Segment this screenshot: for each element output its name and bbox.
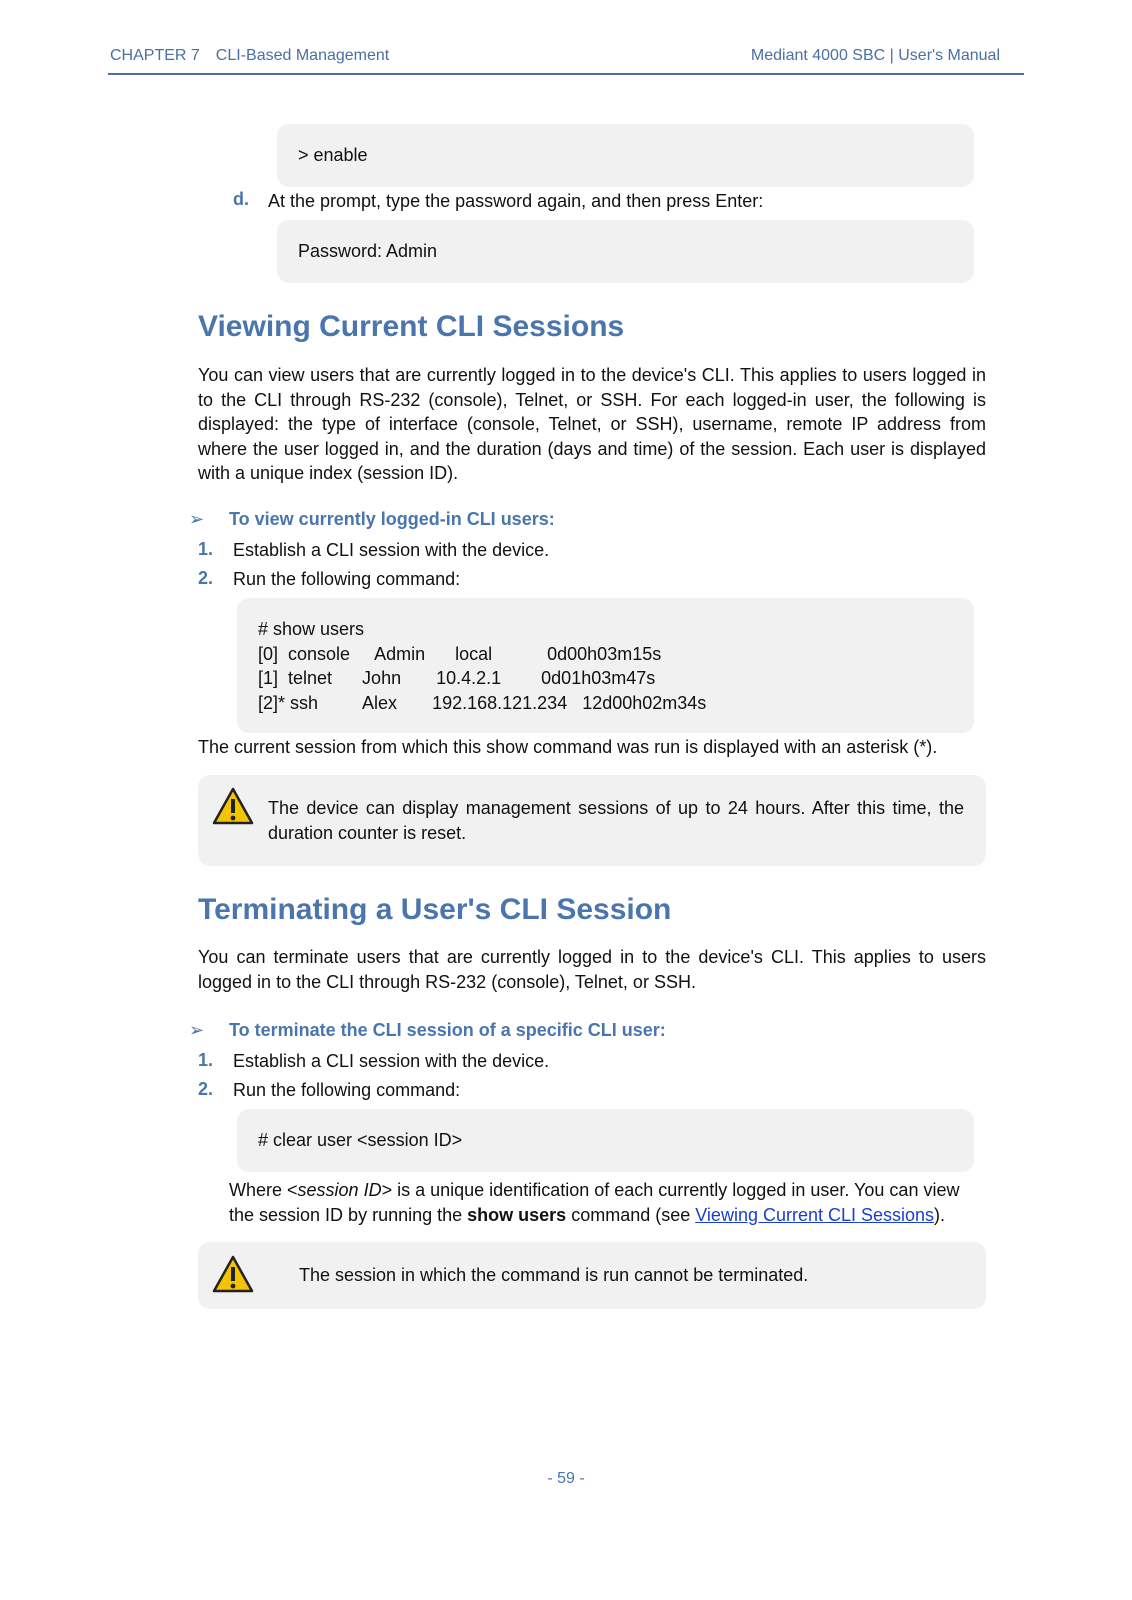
where-bold: show users [467, 1204, 567, 1225]
where-italic: session ID [297, 1180, 382, 1200]
code-line: [0] console Admin local 0d00h03m15s [258, 643, 662, 664]
page-number: - 59 - [547, 1470, 585, 1487]
procedure-arrow-icon: ➢ [189, 509, 205, 529]
where-paragraph [229, 1178, 974, 1227]
where-text: command (see [566, 1204, 696, 1225]
step-2-number: 2. [198, 568, 214, 588]
step-1-number: 1. [198, 1050, 214, 1070]
code-line: Password: Admin [298, 241, 438, 261]
code-line: # show users [258, 619, 365, 639]
code-block-show-users [237, 598, 974, 733]
step-2-number: 2. [198, 1079, 214, 1099]
code-block-password [277, 220, 974, 283]
code-line: > enable [298, 145, 368, 165]
running-header-manual: Mediant 4000 SBC | User's Manual [750, 47, 1000, 64]
section-title-terminating-session: Terminating a User's CLI Session [198, 893, 672, 926]
step-d-text: At the prompt, type the password again, and then press Enter: [268, 191, 764, 211]
code-line: [2]* ssh Alex 192.168.121.234 12d00h02m34s [258, 692, 707, 713]
note-box-terminate [198, 1242, 986, 1309]
procedure-heading-terminate [189, 1020, 666, 1041]
step-1-text: Establish a CLI session with the device. [233, 540, 550, 560]
procedure-arrow-icon: ➢ [189, 1020, 205, 1040]
where-text: Where < [229, 1180, 298, 1200]
code-line: [1] telnet John 10.4.2.1 0d01h03m47s [258, 668, 656, 688]
note-text: The session in which the command is run cannot be terminated. [299, 1265, 809, 1285]
step-1-text: Establish a CLI session with the device. [233, 1051, 550, 1071]
running-header-chapter [110, 47, 389, 65]
after-code-text: The current session from which this show command was run is displayed with an asterisk (*). [198, 737, 938, 757]
step-d-label: d. [233, 189, 249, 209]
step-1-number: 1. [198, 539, 214, 559]
step-2-text: Run the following command: [233, 1080, 461, 1100]
chapter-label: CHAPTER 7 [110, 47, 200, 64]
warning-icon [212, 787, 254, 825]
note-text: The device can display management sessions of up to 24 hours. After this time, the duration counter is reset. [268, 798, 964, 843]
header-divider [108, 73, 1024, 75]
section2-intro-paragraph: You can terminate users that are currently logged in to the device's CLI. This applies to users logged in to the CLI through RS-232 (console), Telnet, or SSH. [198, 947, 986, 992]
code-line: # clear user <session ID> [258, 1130, 463, 1150]
warning-icon [212, 1255, 254, 1293]
link-viewing-current-cli-sessions[interactable]: Viewing Current CLI Sessions [695, 1204, 935, 1225]
code-block-enable [277, 124, 974, 187]
procedure-heading-view-users [189, 509, 555, 530]
where-text: ). [934, 1204, 946, 1225]
where-text: > is a unique identification of each currently logged in user. You can view the session ID by running the [229, 1180, 960, 1225]
note-box-duration [198, 775, 986, 866]
section1-intro-paragraph: You can view users that are currently logged in to the device's CLI. This applies to users logged in to the CLI through RS-232 (console), Telnet, or SSH. For each logged-in user, the following is displayed: the type of interface (console, Telnet, or SSH), username, remote IP address from where the user logged in, and the duration (days and time) of the session. Each user is displayed with a unique index (session ID). [198, 365, 986, 483]
step-2-text: Run the following command: [233, 569, 461, 589]
section-title-viewing-sessions: Viewing Current CLI Sessions [198, 310, 625, 343]
chapter-title: CLI-Based Management [215, 47, 390, 64]
procedure-heading-text: To terminate the CLI session of a specific CLI user: [229, 1020, 666, 1040]
procedure-heading-text: To view currently logged-in CLI users: [229, 509, 555, 529]
code-block-clear-user [237, 1109, 974, 1172]
